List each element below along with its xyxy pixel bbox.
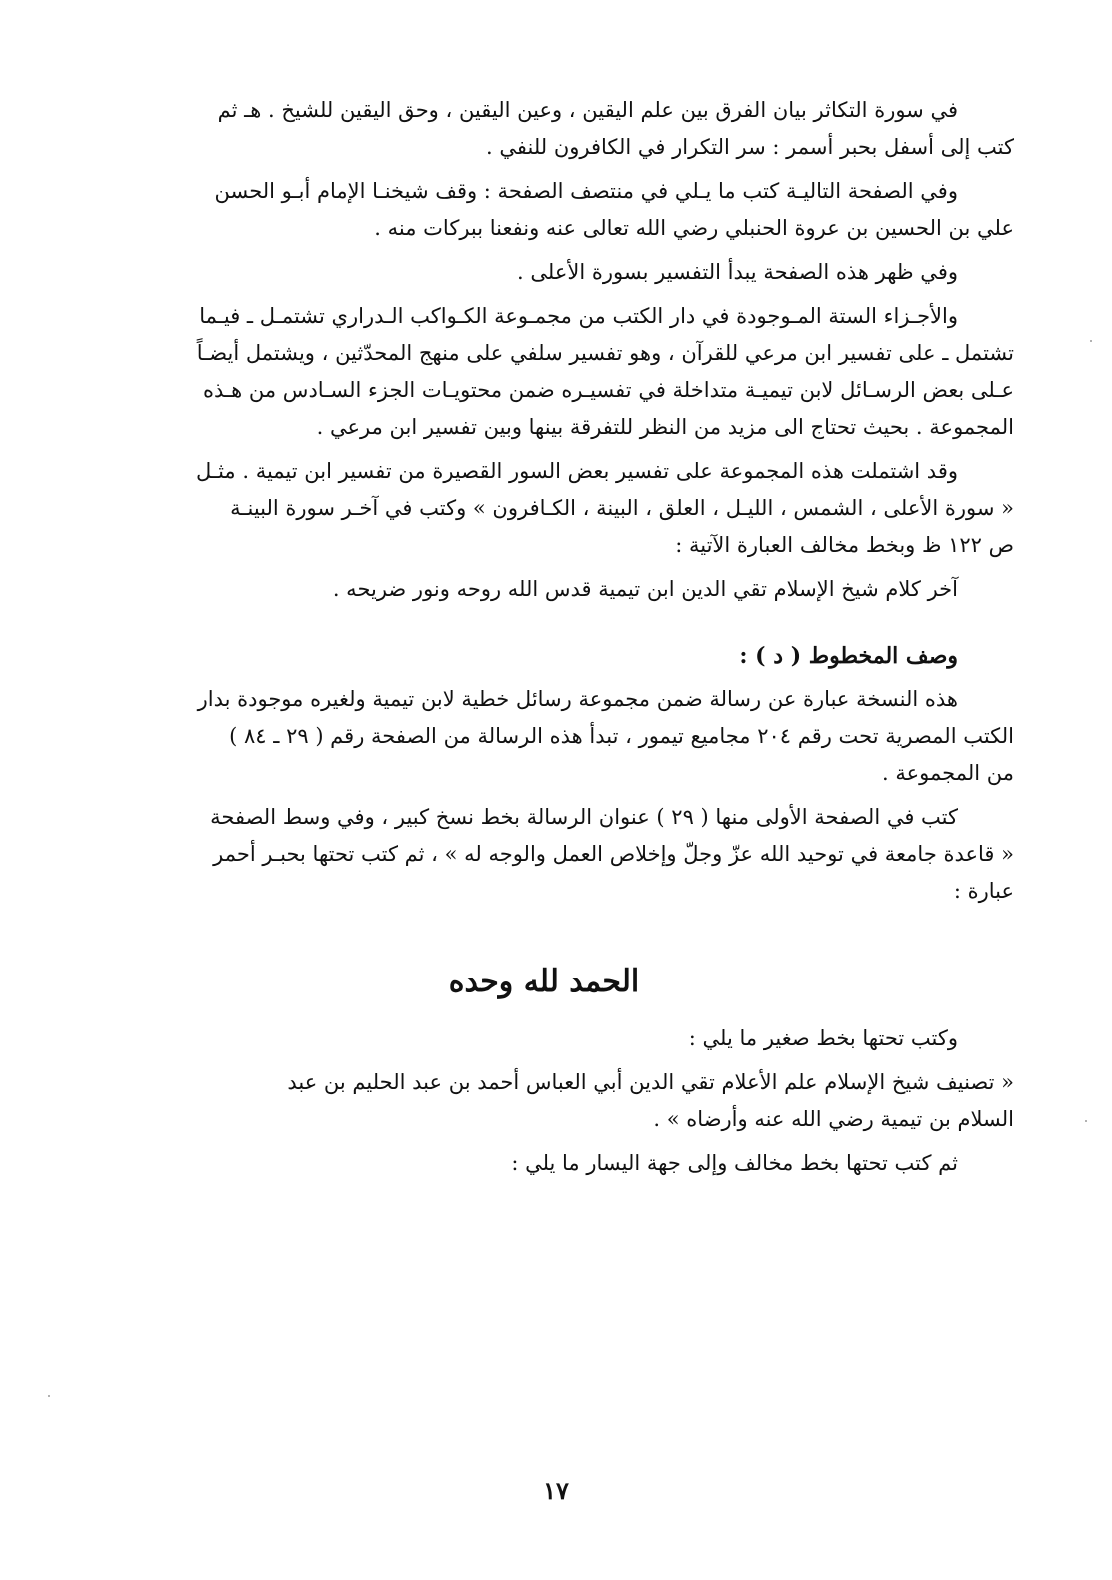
text-line: وكتب تحتها بخط صغير ما يلي : (688, 1026, 958, 1050)
text-line: المجموعة . بحيث تحتاج الى مزيد من النظر للتفرقة بينها وبين تفسير ابن مرعي . (316, 415, 1014, 439)
paragraph (74, 1145, 1014, 1182)
paragraph (74, 799, 1014, 910)
paragraph (74, 1020, 1014, 1057)
quoted-statement: آخر كلام شيخ الإسلام تقي الدين ابن تيمية قدس الله روحه ونور ضريحه . (332, 577, 958, 601)
document-page (74, 92, 1014, 1189)
text-line: علي بن الحسين بن عروة الحنبلي رضي الله تعالى عنه ونفعنا ببركات منه . (374, 216, 1014, 240)
text-line: السلام بن تيمية رضي الله عنه وأرضاه » . (653, 1107, 1014, 1131)
text-line: هذه النسخة عبارة عن رسالة ضمن مجموعة رسائل خطية لابن تيمية ولغيره موجودة بدار (197, 687, 958, 711)
paragraph (74, 254, 1014, 291)
scan-speck (1085, 1120, 1087, 1122)
text-line: كتب في الصفحة الأولى منها ( ٢٩ ) عنوان الرسالة بخط نسخ كبير ، وفي وسط الصفحة (210, 805, 958, 829)
text-line: الكتب المصرية تحت رقم ٢٠٤ مجاميع تيمور ، تبدأ هذه الرسالة من الصفحة رقم ( ٢٩ ـ ٨٤ ) (229, 724, 1014, 748)
paragraph (74, 1064, 1014, 1138)
centered-title: الحمد لله وحده (448, 964, 640, 999)
scan-speck (48, 1395, 50, 1397)
paragraph (74, 453, 1014, 564)
text-line: وفي الصفحة التاليـة كتب ما يـلي في منتصف الصفحة : وقف شيخنـا الإمام أبـو الحسن (214, 179, 958, 203)
text-line: وقد اشتملت هذه المجموعة على تفسير بعض السور القصيرة من تفسير ابن تيمية . مثـل (196, 459, 958, 483)
text-line: « تصنيف شيخ الإسلام علم الأعلام تقي الدين أبي العباس أحمد بن عبد الحليم بن عبد (287, 1070, 1014, 1094)
text-line: في سورة التكاثر بيان الفرق بين علم اليقين ، وعين اليقين ، وحق اليقين للشيخ . هـ ثم (217, 98, 958, 122)
scan-speck (1090, 340, 1092, 342)
text-line: وفي ظهر هذه الصفحة يبدأ التفسير بسورة الأعلى . (517, 260, 958, 284)
text-line: ثم كتب تحتها بخط مخالف وإلى جهة اليسار ما يلي : (511, 1151, 958, 1175)
text-line: ص ١٢٢ ظ وبخط مخالف العبارة الآتية : (675, 533, 1014, 557)
text-line: « سورة الأعلى ، الشمس ، الليـل ، العلق ، البينة ، الكـافرون » وكتب في آخـر سورة البينـة (230, 496, 1014, 520)
text-line: كتب إلى أسفل بحبر أسمر : سر التكرار في الكافرون للنفي . (486, 135, 1014, 159)
text-line: « قاعدة جامعة في توحيد الله عزّ وجلّ وإخلاص العمل والوجه له » ، ثم كتب تحتها بحبـر أحمر (213, 842, 1014, 866)
paragraph (74, 173, 1014, 247)
text-line: عـلى بعض الرسـائل لابن تيميـة متداخلة في تفسيـره ضمن محتويـات الجزء السـادس من هـذه (202, 378, 1014, 402)
page-number: ١٧ (543, 1476, 569, 1505)
paragraph (74, 92, 1014, 166)
text-line: عبارة : (953, 879, 1014, 903)
paragraph (74, 298, 1014, 446)
text-line: والأجـزاء الستة المـوجودة في دار الكتب من مجمـوعة الكـواكب الـدراري تشتمـل ـ فيـما (199, 304, 958, 328)
paragraph (74, 681, 1014, 792)
text-line: من المجموعة . (882, 761, 1014, 785)
section-heading: وصف المخطوط ( د ) : (739, 643, 958, 669)
text-line: تشتمل ـ على تفسير ابن مرعي للقرآن ، وهو تفسير سلفي على منهج المحدّثين ، ويشتمل أيضـاً (196, 341, 1014, 365)
